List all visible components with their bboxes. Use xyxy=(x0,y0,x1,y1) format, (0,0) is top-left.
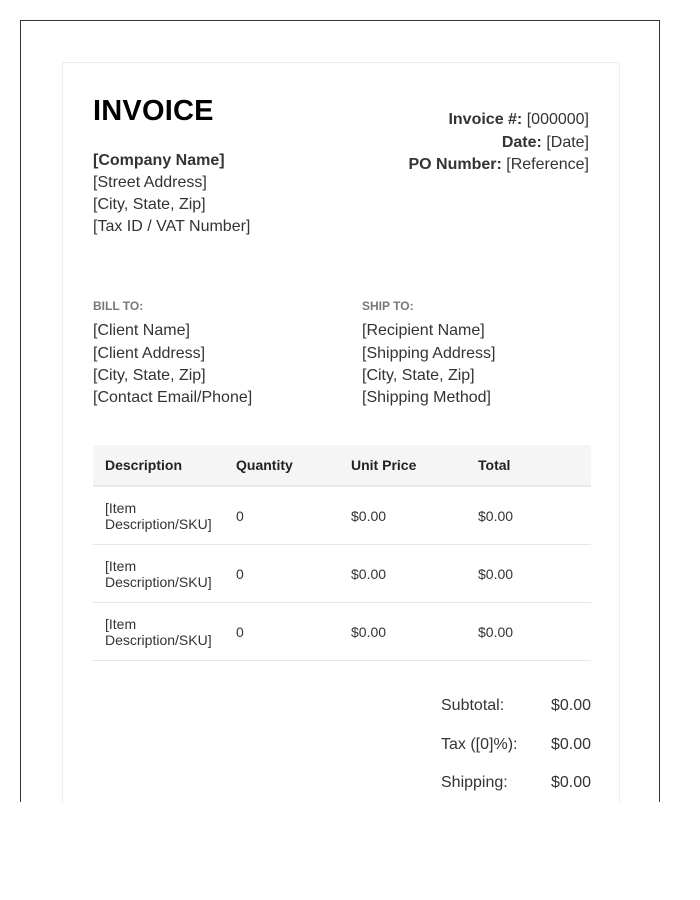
company-tax-id: [Tax ID / VAT Number] xyxy=(93,218,251,235)
company-name: [Company Name] xyxy=(93,152,225,169)
invoice-date-row xyxy=(408,132,589,155)
invoice-title: INVOICE xyxy=(93,95,214,127)
bill-to-line: [Client Name] xyxy=(93,322,190,340)
ship-to-line: [Shipping Method] xyxy=(362,389,491,407)
po-number-label: PO Number: xyxy=(408,156,502,173)
subtotal-row xyxy=(441,691,591,730)
table-header xyxy=(93,445,591,486)
invoice-number-row xyxy=(408,109,589,132)
item-unit-price: $0.00 xyxy=(339,603,466,661)
item-total: $0.00 xyxy=(466,545,591,603)
po-number-value: [Reference] xyxy=(506,156,589,173)
item-total: $0.00 xyxy=(466,486,591,545)
bill-to-label: BILL TO: xyxy=(93,299,144,313)
table-row xyxy=(93,603,591,661)
item-description: [Item Description/SKU] xyxy=(93,603,224,661)
bill-to-line: [Client Address] xyxy=(93,344,206,362)
invoice-sheet xyxy=(62,62,620,802)
item-total: $0.00 xyxy=(466,603,591,661)
item-description: [Item Description/SKU] xyxy=(93,486,224,545)
subtotal-label: Subtotal: xyxy=(441,697,505,714)
table-row xyxy=(93,486,591,545)
table-row xyxy=(93,545,591,603)
header-total: Total xyxy=(466,445,591,486)
table-header-row xyxy=(93,445,591,486)
ship-to-line: [City, State, Zip] xyxy=(362,366,475,384)
bill-to-line: [City, State, Zip] xyxy=(93,366,206,384)
invoice-number-label: Invoice #: xyxy=(448,111,523,128)
invoice-meta xyxy=(408,109,589,177)
bill-to-line: [Contact Email/Phone] xyxy=(93,389,253,407)
item-description: [Item Description/SKU] xyxy=(93,545,224,603)
subtotal-value: $0.00 xyxy=(550,697,591,714)
item-quantity: 0 xyxy=(224,545,339,603)
line-items-table xyxy=(93,445,591,661)
company-street: [Street Address] xyxy=(93,174,207,191)
invoice-date-label: Date: xyxy=(501,133,542,151)
item-quantity: 0 xyxy=(224,486,339,545)
ship-to-block xyxy=(362,295,495,409)
item-unit-price: $0.00 xyxy=(339,545,466,603)
po-number-row xyxy=(408,154,589,177)
shipping-value: $0.00 xyxy=(550,774,591,791)
ship-to-line: [Recipient Name] xyxy=(362,322,485,340)
ship-to-label: SHIP TO: xyxy=(362,299,414,313)
invoice-date-value: [Date] xyxy=(546,133,589,151)
item-unit-price: $0.00 xyxy=(339,486,466,545)
invoice-number-value: [000000] xyxy=(526,111,589,128)
company-city: [City, State, Zip] xyxy=(93,196,206,213)
table-body xyxy=(93,486,591,661)
company-info xyxy=(93,150,250,238)
tax-value: $0.00 xyxy=(550,735,591,753)
ship-to-line: [Shipping Address] xyxy=(362,344,496,362)
shipping-label: Shipping: xyxy=(441,774,508,791)
tax-label: Tax ([0]%): xyxy=(441,735,518,753)
totals-block xyxy=(441,691,591,802)
header-description: Description xyxy=(93,445,224,486)
shipping-row xyxy=(441,768,591,802)
bill-to-block xyxy=(93,295,252,409)
header-unit-price: Unit Price xyxy=(339,445,466,486)
header-quantity: Quantity xyxy=(224,445,339,486)
tax-row xyxy=(441,730,591,769)
page-frame xyxy=(20,20,660,802)
item-quantity: 0 xyxy=(224,603,339,661)
